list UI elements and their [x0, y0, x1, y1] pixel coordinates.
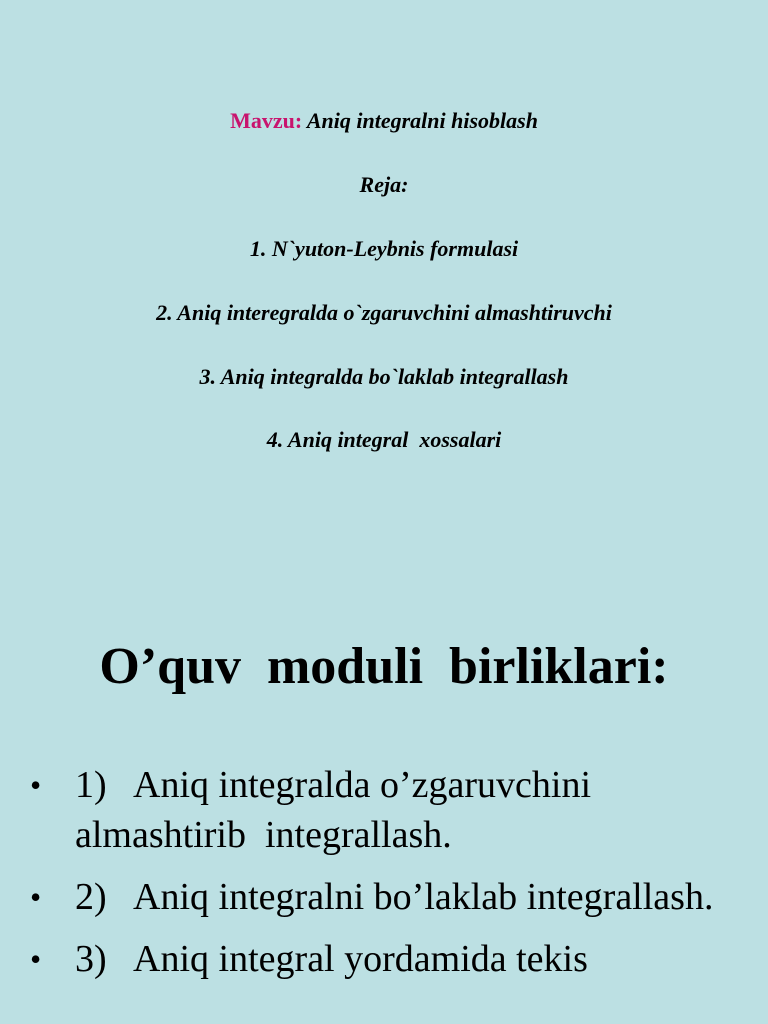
plan-item: 2. Aniq interegralda o`zgaruvchini almashtiruvchi	[156, 300, 612, 325]
topic-title: Aniq integralni hisoblash	[306, 108, 538, 133]
list-item	[30, 760, 750, 860]
list-item	[30, 872, 750, 922]
bullet-icon: •	[30, 941, 42, 977]
list-item-text: 1) Aniq integralda o’zgaruvchini almashtirib integrallash.	[75, 764, 601, 856]
bullet-icon: •	[30, 879, 42, 915]
plan-item: 4. Aniq integral xossalari	[266, 427, 502, 452]
list-item-text: 3) Aniq integral yordamida tekis	[75, 938, 588, 980]
module-units-list	[30, 760, 750, 996]
module-heading: O’quv moduli birliklari:	[99, 638, 669, 695]
plan-label: Reja:	[359, 172, 409, 197]
plan-item: 1. N`yuton-Leybnis formulasi	[249, 236, 519, 261]
list-item	[30, 934, 750, 984]
topic-label: Mavzu:	[230, 108, 303, 133]
bullet-icon: •	[30, 767, 42, 803]
plan-item: 3. Aniq integralda bo`laklab integrallash	[199, 364, 569, 389]
list-item-text: 2) Aniq integralni bo’laklab integrallash.	[75, 876, 714, 918]
topic-line	[0, 108, 768, 134]
